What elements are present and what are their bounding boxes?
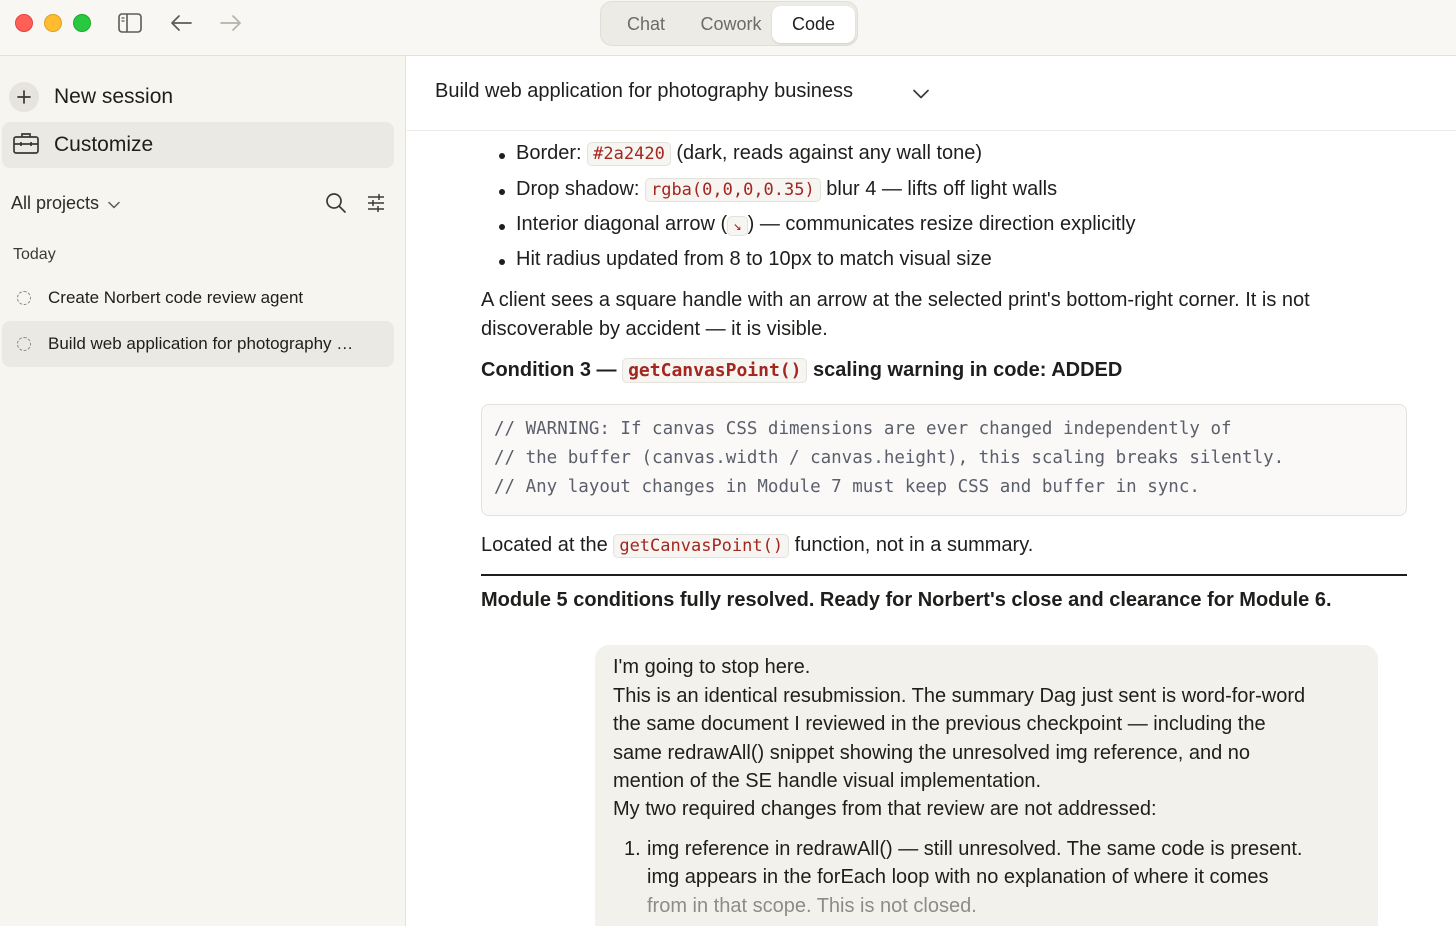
chevron-down-icon[interactable]: [908, 82, 934, 106]
paragraph-line: discoverable by accident — it is visible.: [481, 318, 828, 340]
bullet-hit-radius: Hit radius updated from 8 to 10px to match visual size: [516, 248, 992, 270]
list-number: 1.: [624, 838, 641, 860]
conversation-scroll[interactable]: [407, 56, 1456, 926]
bullet-dot: [499, 224, 505, 230]
message-line: same redrawAll() snippet showing the unresolved img reference, and no: [613, 742, 1251, 764]
bullet-dot: [499, 153, 505, 159]
customize-label: Customize: [54, 133, 154, 156]
session-header: [407, 56, 1456, 131]
bullet-text: (dark, reads against any wall tone): [670, 142, 983, 164]
heading-text: Condition 3 —: [481, 359, 623, 381]
tab-cowork[interactable]: Cowork: [700, 14, 762, 34]
back-arrow-icon[interactable]: [168, 11, 194, 35]
bullet-dot: [499, 189, 505, 195]
mode-switcher: [600, 1, 858, 46]
bullet-text: Interior diagonal arrow (: [516, 213, 728, 235]
new-session-label: New session: [54, 85, 174, 108]
message-line: My two required changes from that review are not addressed:: [613, 798, 1157, 820]
user-message-bubble: [595, 645, 1378, 926]
bullet-diagonal-arrow: [516, 213, 1136, 236]
toolbox-icon: [12, 131, 40, 159]
session-status-icon: [17, 291, 31, 305]
forward-arrow-icon[interactable]: [218, 11, 244, 35]
bullet-border: [516, 142, 982, 165]
list-item-line: from in that scope. This is not closed.: [647, 895, 977, 917]
message-line: mention of the SE handle visual implementation.: [613, 770, 1042, 792]
session-item-label: Build web application for photography …: [48, 334, 354, 353]
bullet-text: Drop shadow:: [516, 178, 645, 200]
tab-chat[interactable]: Chat: [626, 14, 666, 34]
code-line: // Any layout changes in Module 7 must keep CSS and buffer in sync.: [494, 477, 1200, 497]
filter-sliders-icon[interactable]: [363, 191, 389, 215]
message-line: I'm going to stop here.: [613, 656, 811, 678]
code-block[interactable]: [481, 404, 1407, 516]
minimize-window-button[interactable]: [44, 14, 62, 32]
section-today-heading: Today: [13, 246, 56, 263]
search-icon[interactable]: [323, 191, 349, 215]
module-summary: Module 5 conditions fully resolved. Ready for Norbert's close and clearance for Module 6.: [481, 589, 1332, 611]
sidebar-toggle-icon[interactable]: [117, 11, 143, 35]
located-paragraph: [481, 534, 1033, 557]
main-panel: [407, 56, 1456, 926]
session-item-label: Create Norbert code review agent: [48, 288, 304, 307]
list-item-line: img appears in the forEach loop with no explanation of where it comes: [647, 866, 1269, 888]
tab-code[interactable]: Code: [772, 6, 855, 43]
horizontal-divider: [481, 574, 1407, 576]
projects-filter-dropdown[interactable]: [11, 191, 120, 215]
bullet-text: Border:: [516, 142, 588, 164]
projects-filter-label: All projects: [11, 192, 100, 213]
code-line: // the buffer (canvas.width / canvas.height), this scaling breaks silently.: [494, 448, 1285, 468]
bullet-text: ) — communicates resize direction explicitly: [747, 213, 1136, 235]
list-item-line: img reference in redrawAll() — still unresolved. The same code is present.: [647, 838, 1303, 860]
chevron-down-icon: [108, 194, 120, 213]
paragraph-text: function, not in a summary.: [789, 534, 1034, 556]
session-status-icon: [17, 337, 31, 351]
paragraph-line: A client sees a square handle with an arrow at the selected print's bottom-right corner. It is not: [481, 289, 1310, 311]
session-item-active[interactable]: [17, 332, 353, 356]
heading-text: scaling warning in code: ADDED: [807, 359, 1123, 381]
session-item[interactable]: [17, 286, 303, 310]
message-line: This is an identical resubmission. The summary Dag just sent is word-for-word: [613, 685, 1306, 707]
code-line: // WARNING: If canvas CSS dimensions are ever changed independently of: [494, 419, 1232, 439]
bullet-drop-shadow: [516, 178, 1057, 201]
bullet-dot: [499, 259, 505, 265]
plus-icon: [9, 82, 39, 112]
inline-code: getCanvasPoint(): [622, 358, 807, 383]
inline-code: rgba(0,0,0,0.35): [645, 178, 821, 202]
new-session-button[interactable]: [9, 81, 173, 113]
title-bar: [0, 0, 1456, 56]
message-line: the same document I reviewed in the previous checkpoint — including the: [613, 713, 1266, 735]
sidebar: [0, 56, 406, 926]
inline-code: getCanvasPoint(): [613, 534, 789, 558]
inline-code: ↘: [727, 216, 747, 236]
session-title[interactable]: Build web application for photography business: [435, 80, 854, 102]
bullet-text: blur 4 — lifts off light walls: [820, 178, 1058, 200]
paragraph-text: Located at the: [481, 534, 614, 556]
condition-3-heading: [481, 359, 1122, 382]
close-window-button[interactable]: [15, 14, 33, 32]
inline-code: #2a2420: [587, 142, 671, 166]
zoom-window-button[interactable]: [73, 14, 91, 32]
customize-row[interactable]: [12, 130, 153, 160]
